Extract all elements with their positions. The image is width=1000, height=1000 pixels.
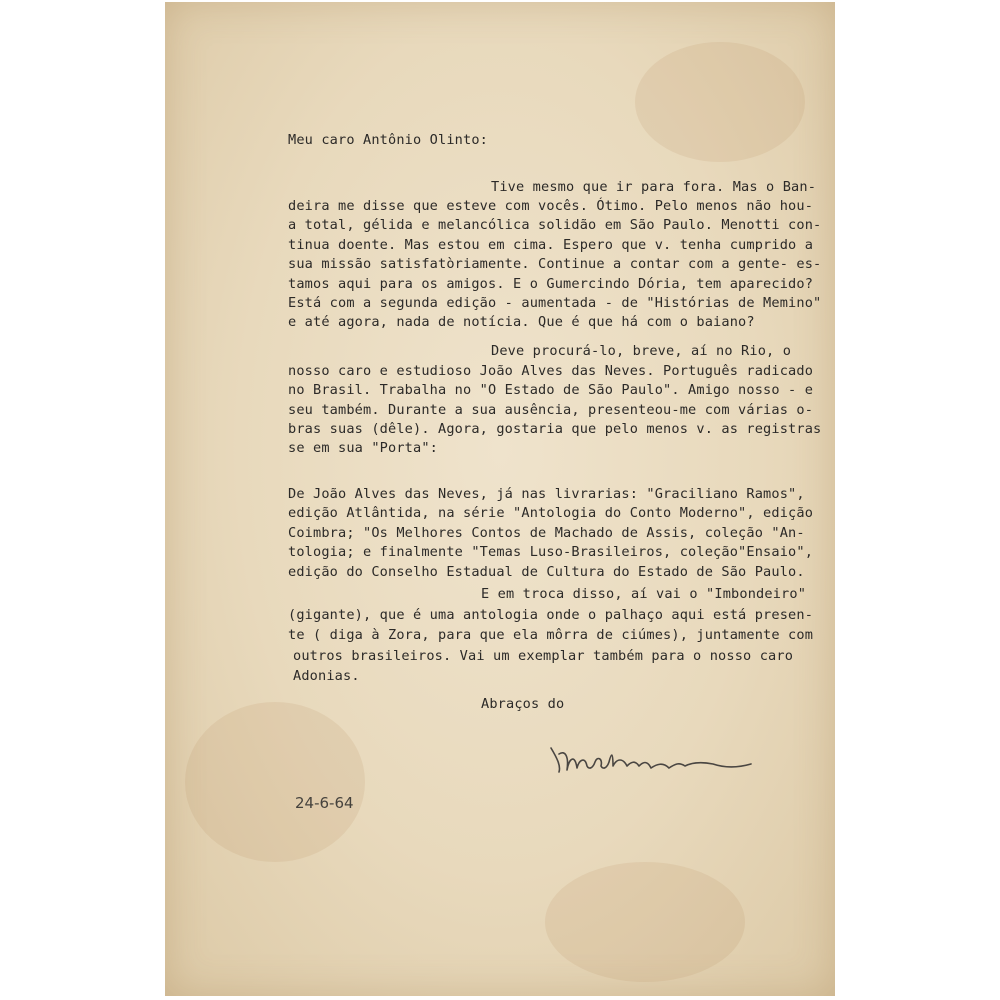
body-line: Está com a segunda edição - aumentada - de "Histórias de Memino" xyxy=(288,295,822,311)
letter-date: 24-6-64 xyxy=(295,794,354,812)
body-line: Deve procurá-lo, breve, aí no Rio, o xyxy=(491,343,792,359)
body-line: te ( diga à Zora, para que ela môrra de ciúmes), juntamente com xyxy=(288,627,814,643)
body-line: nosso caro e estudioso João Alves das Neves. Português radicado xyxy=(288,363,814,379)
body-line: (gigante), que é uma antologia onde o palhaço aqui está presen- xyxy=(288,607,814,623)
body-line: edição Atlântida, na série "Antologia do Conto Moderno", edição xyxy=(288,505,814,521)
body-line: tamos aqui para os amigos. E o Gumercindo Dória, tem aparecido? xyxy=(288,276,814,292)
paper-stain xyxy=(185,702,365,862)
body-line: e até agora, nada de notícia. Que é que há com o baiano? xyxy=(288,314,755,330)
body-line: no Brasil. Trabalha no "O Estado de São Paulo". Amigo nosso - e xyxy=(288,382,814,398)
salutation: Meu caro Antônio Olinto: xyxy=(288,132,489,148)
body-line: bras suas (dêle). Agora, gostaria que pelo menos v. as registras xyxy=(288,421,822,437)
body-line: sua missão satisfatòriamente. Continue a contar com a gente- es- xyxy=(288,256,822,272)
body-line: outros brasileiros. Vai um exemplar também para o nosso caro xyxy=(293,648,794,664)
body-line: Coimbra; "Os Melhores Contos de Machado de Assis, coleção "An- xyxy=(288,525,805,541)
body-line: Tive mesmo que ir para fora. Mas o Ban- xyxy=(491,179,817,195)
paper-stain xyxy=(545,862,745,982)
body-line: a total, gélida e melancólica solidão em São Paulo. Menotti con- xyxy=(288,217,822,233)
letter-page xyxy=(165,2,835,996)
closing: Abraços do xyxy=(481,696,565,712)
body-line: deira me disse que esteve com vocês. Ótimo. Pelo menos não hou- xyxy=(288,198,814,214)
handwritten-signature xyxy=(547,740,767,780)
body-line: De João Alves das Neves, já nas livrarias: "Graciliano Ramos", xyxy=(288,486,805,502)
body-line: seu também. Durante a sua ausência, presenteou-me com várias o- xyxy=(288,402,814,418)
body-line: Adonias. xyxy=(293,668,360,684)
body-line: edição do Conselho Estadual de Cultura do Estado de São Paulo. xyxy=(288,564,805,580)
body-line: E em troca disso, aí vai o "Imbondeiro" xyxy=(481,586,807,602)
letter-text xyxy=(165,2,835,712)
body-line: tologia; e finalmente "Temas Luso-Brasileiros, coleção"Ensaio", xyxy=(288,544,814,560)
body-line: tinua doente. Mas estou em cima. Espero que v. tenha cumprido a xyxy=(288,237,814,253)
body-line: se em sua "Porta": xyxy=(288,440,439,456)
